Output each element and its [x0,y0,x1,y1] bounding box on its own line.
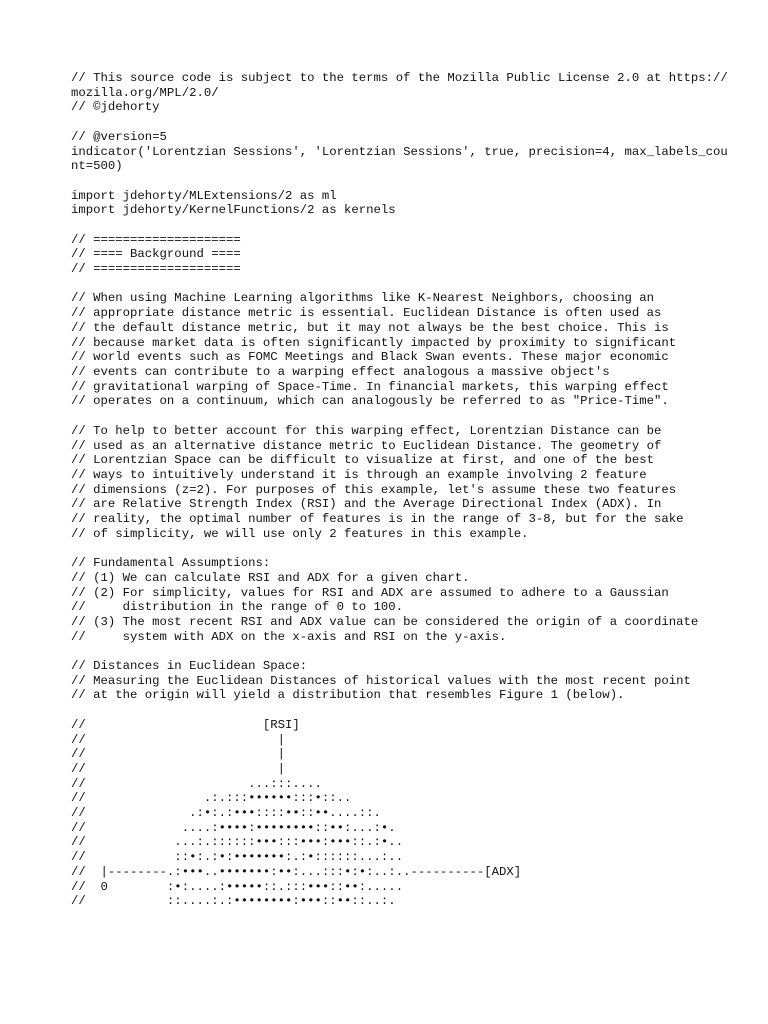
code-line: // the default distance metric, but it may not always be the best choice. This is [71,320,669,335]
code-line: import jdehorty/MLExtensions/2 as ml [71,188,337,203]
code-line: import jdehorty/KernelFunctions/2 as kernels [71,203,396,218]
code-line: // events can contribute to a warping effect analogous a massive object's [71,365,610,379]
code-line: // dimensions (z=2). For purposes of this example, let's assume these two features [71,482,677,497]
code-line: // ==================== [71,262,241,277]
ascii-line: // ::•:.:•:•••••••:.:•::::::...:.. [71,850,404,865]
code-line: // (2) For simplicity, values for RSI and ADX are assumed to adhere to a Gaussian [71,585,669,600]
ascii-line: // 0 :•:....:•••••::.:::•••::••:..... [71,879,404,894]
comment-fundamental-assumptions [71,556,731,644]
code-line: // Lorentzian Space can be difficult to visualize at first, and one of the best [71,453,654,468]
code-line: // To help to better account for this warping effect, Lorentzian Distance can be [71,423,662,438]
code-line: // are Relative Strength Index (RSI) and the Average Directional Index (ADX). In [71,497,662,512]
code-line: // When using Machine Learning algorithms like K-Nearest Neighbors, choosing an [71,291,654,306]
code-line: // at the origin will yield a distribution that resembles Figure 1 (below). [71,688,625,703]
code-document [71,71,731,909]
code-line: // Distances in Euclidean Space: [71,659,308,674]
code-line: // (1) We can calculate RSI and ADX for a given chart. [71,570,470,585]
ascii-line: // | [71,732,286,747]
ascii-line: // ::....:.:••••••••:•••::••::..:. [71,894,396,909]
code-line: // system with ADX on the x-axis and RSI on the y-axis. [71,629,507,644]
code-line: // operates on a continuum, which can analogously be referred to as "Price-Time". [71,394,669,409]
code-line: // ==================== [71,232,241,247]
ascii-figure-distribution [71,718,731,909]
ascii-line: // |--------.:•••..•••••••:••:...:::•:•:..:..----------[ADX] [71,864,522,879]
code-line: // ==== Background ==== [71,247,241,262]
code-line: // used as an alternative distance metric to Euclidean Distance. The geometry of [71,438,662,453]
code-line: // ways to intuitively understand it is through an example involving 2 feature [71,467,647,482]
comment-euclidean-distances [71,659,731,703]
comment-paragraph-distance-metric [71,291,731,409]
code-line: // of simplicity, we will use only 2 features in this example. [71,526,529,541]
code-line: // reality, the optimal number of features is in the range of 3-8, but for the sake [71,512,684,527]
code-line: // ©jdehorty [71,100,160,115]
comment-paragraph-lorentzian [71,424,731,542]
code-line: // @version=5 [71,129,167,144]
ascii-line: // .:.:::••••••:::•::.. [71,791,352,806]
ascii-line: // ...:.::::::•••:::•••:•••::.:•.. [71,835,404,850]
code-line: // Fundamental Assumptions: [71,556,271,571]
ascii-line: // .:•:.:•••::::••::••....::. [71,806,381,821]
section-banner [71,233,731,277]
ascii-line: // | [71,747,286,762]
code-line: indicator('Lorentzian Sessions', 'Lorentzian Sessions', true, precision=4, max_labels_count=500) [71,144,728,174]
ascii-line: // | [71,761,286,776]
code-line: // world events such as FOMC Meetings and Black Swan events. These major economic [71,350,669,365]
ascii-line: // ....:••••:••••••••::••:...:•. [71,820,396,835]
indicator-declaration [71,130,731,174]
code-line: // appropriate distance metric is essential. Euclidean Distance is often used as [71,306,662,321]
import-statements [71,189,731,218]
code-line: // gravitational warping of Space-Time. In financial markets, this warping effect [71,379,669,394]
code-line: // Measuring the Euclidean Distances of historical values with the most recent point [71,673,691,688]
code-line: // distribution in the range of 0 to 100. [71,600,404,615]
ascii-line: // [RSI] [71,717,300,732]
code-line: // because market data is often significantly impacted by proximity to significant [71,335,677,350]
ascii-line: // ...:::.... [71,776,322,791]
license-header [71,71,731,115]
code-line: // (3) The most recent RSI and ADX value can be considered the origin of a coordinate [71,614,699,629]
code-line: // This source code is subject to the terms of the Mozilla Public License 2.0 at https://mozilla.org/MPL/2.0/ [71,71,728,100]
